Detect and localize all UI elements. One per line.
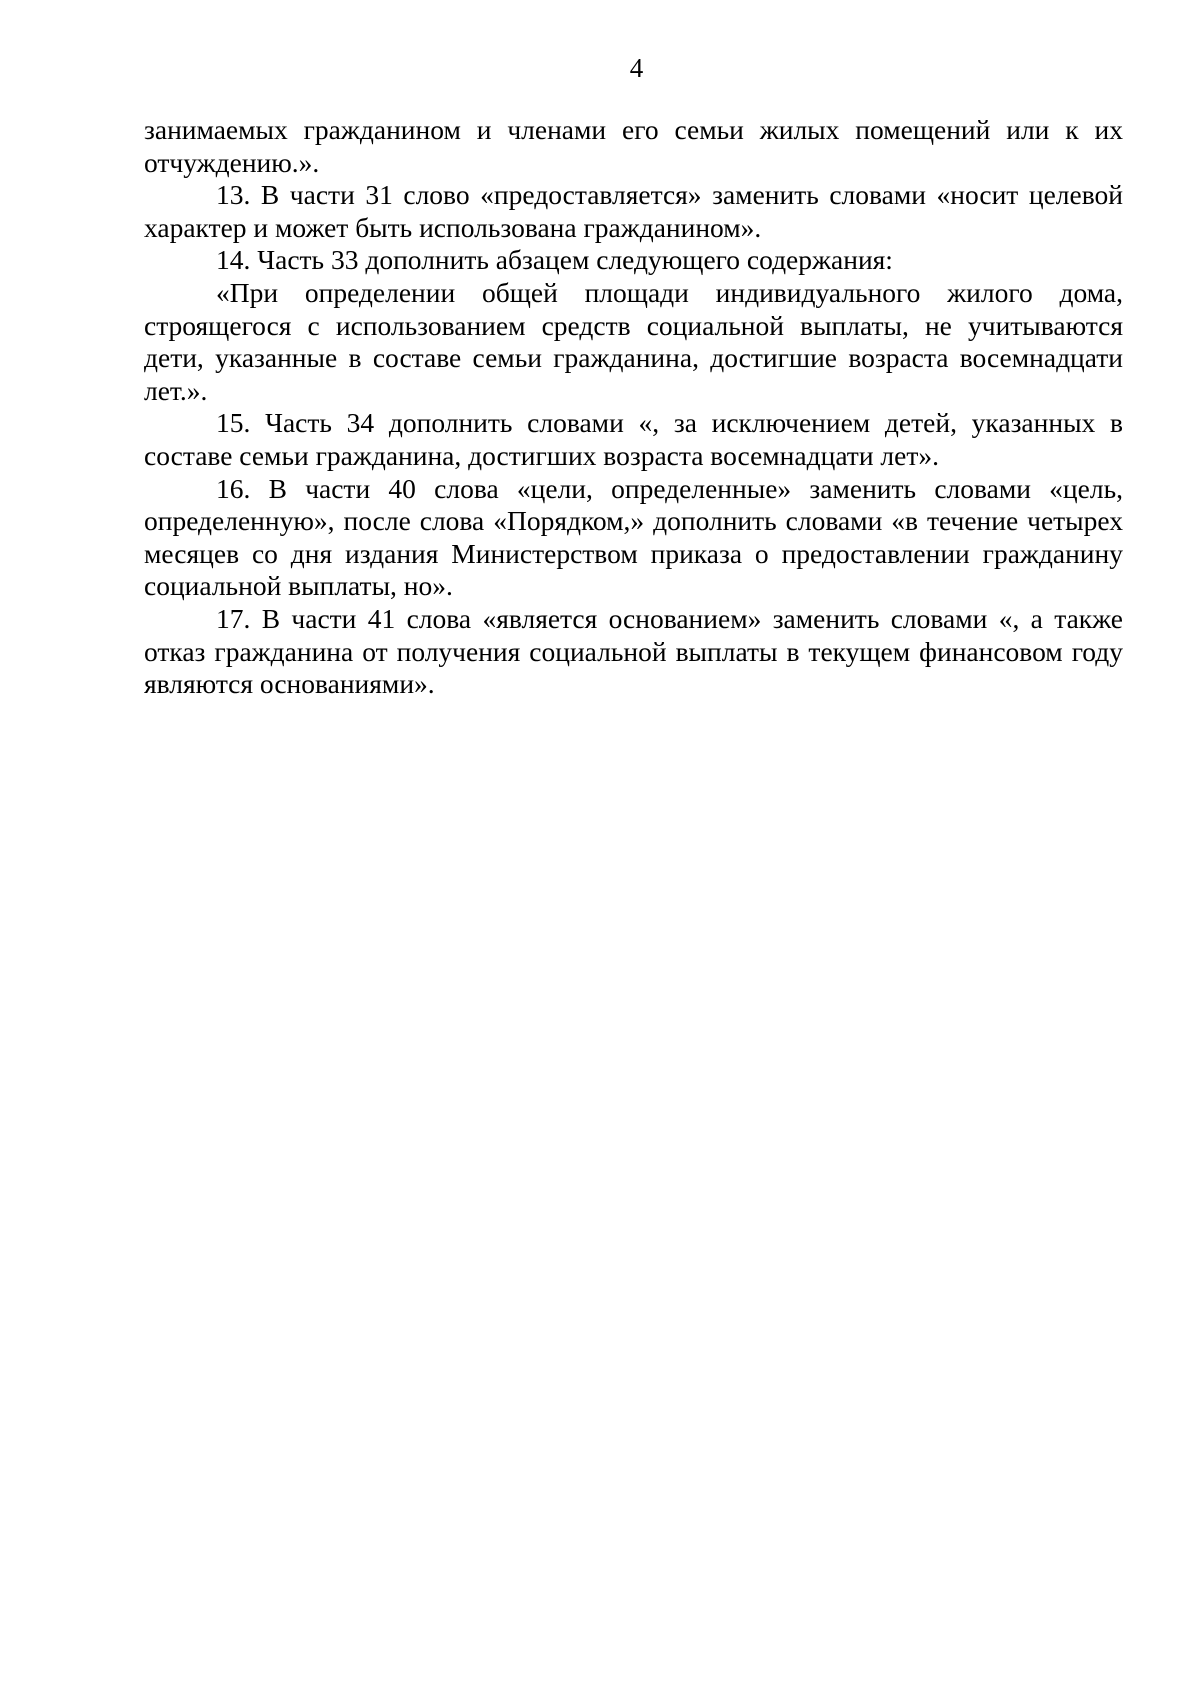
paragraph-item-14-quote: «При определении общей площади индивидуального жилого дома, строящегося с использованием средств социальной выплаты, не учитываются дети, указанные в составе семьи гражданина, достигшие возраста восемнадцати лет.». <box>144 276 1123 406</box>
paragraph-item-16: 16. В части 40 слова «цели, определенные» заменить словами «цель, определенную», после слова «Порядком,» дополнить словами «в течение четырех месяцев со дня издания Министерством приказа о предоставлении гражданину социальной выплаты, но». <box>144 472 1123 602</box>
page-number: 4 <box>629 53 644 83</box>
paragraph-continuation: занимаемых гражданином и членами его семьи жилых помещений или к их отчуждению.». <box>144 114 1123 178</box>
paragraph-item-15: 15. Часть 34 дополнить словами «, за исключением детей, указанных в составе семьи гражданина, достигших возраста восемнадцати лет». <box>144 407 1123 471</box>
paragraph-item-17: 17. В части 41 слова «является основанием» заменить словами «, а также отказ гражданина от получения социальной выплаты в текущем финансовом году являются основаниями». <box>144 602 1123 700</box>
paragraph-item-14: 14. Часть 33 дополнить абзацем следующего содержания: <box>216 244 893 276</box>
document-body <box>144 114 1123 701</box>
paragraph-item-13: 13. В части 31 слово «предоставляется» заменить словами «носит целевой характер и может быть использована гражданином». <box>144 179 1123 243</box>
